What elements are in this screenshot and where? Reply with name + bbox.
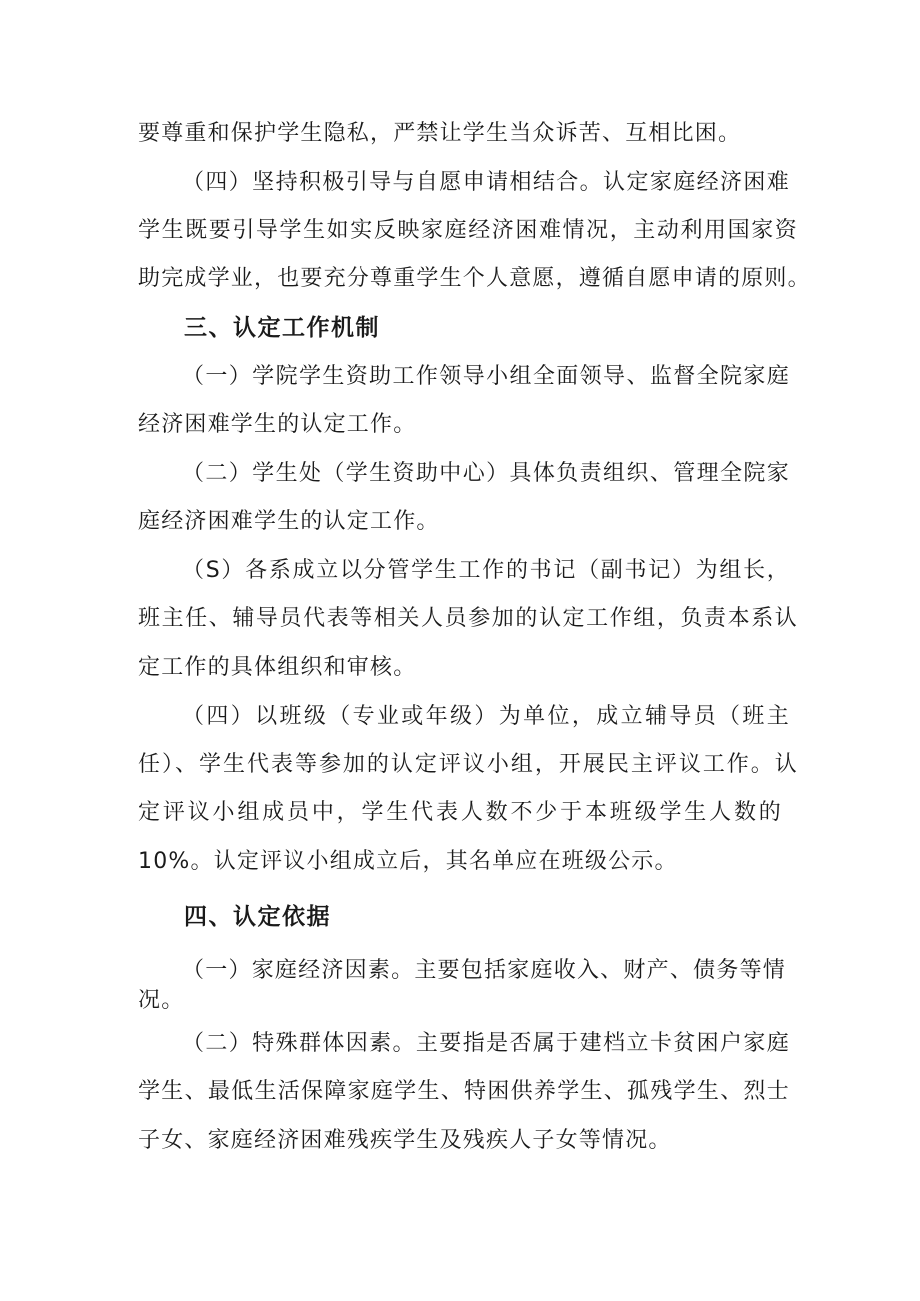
text-line-13: 任）、学生代表等参加的认定评议小组，开展民主评议工作。认 [138, 752, 798, 777]
text-line-3: 学生既要引导学生如实反映家庭经济困难情况，主动利用国家资 [138, 218, 798, 243]
text-line-19: 学生、最低生活保障家庭学生、特困供养学生、孤残学生、烈士 [138, 1079, 790, 1104]
section-heading-3: 三、认定工作机制 [184, 315, 380, 341]
text-line-2: （四）坚持积极引导与自愿申请相结合。认定家庭经济困难 [182, 170, 790, 195]
text-line-15: 10%。认定评议小组成立后，其名单应在班级公示。 [138, 849, 678, 874]
text-line-18: （二）特殊群体因素。主要指是否属于建档立卡贫困户家庭 [182, 1031, 790, 1056]
text-line-4: 助完成学业，也要充分尊重学生个人意愿，遵循自愿申请的原则。 [138, 266, 811, 291]
text-line-16: （一）家庭经济因素。主要包括家庭收入、财产、债务等情 [182, 958, 786, 983]
text-line-14: 定评议小组成员中，学生代表人数不少于本班级学生人数的 [138, 800, 782, 825]
text-line-1: 要尊重和保护学生隐私，严禁让学生当众诉苦、互相比困。 [138, 121, 742, 146]
text-line-6: 经济困难学生的认定工作。 [138, 412, 417, 437]
text-line-20: 子女、家庭经济困难残疾学生及残疾人子女等情况。 [138, 1128, 672, 1153]
section-heading-4: 四、认定依据 [184, 904, 331, 930]
text-line-9: （S）各系成立以分管学生工作的书记（副书记）为组长， [182, 558, 790, 583]
text-line-12: （四）以班级（专业或年级）为单位，成立辅导员（班主 [182, 704, 790, 729]
text-line-10: 班主任、辅导员代表等相关人员参加的认定工作组，负责本系认 [138, 606, 798, 631]
text-line-7: （二）学生处（学生资助中心）具体负责组织、管理全院家 [182, 461, 790, 486]
text-line-8: 庭经济困难学生的认定工作。 [138, 509, 440, 534]
text-line-5: （一）学院学生资助工作领导小组全面领导、监督全院家庭 [182, 364, 790, 389]
text-line-11: 定工作的具体组织和审核。 [138, 655, 417, 680]
text-line-17: 况。 [138, 988, 185, 1013]
